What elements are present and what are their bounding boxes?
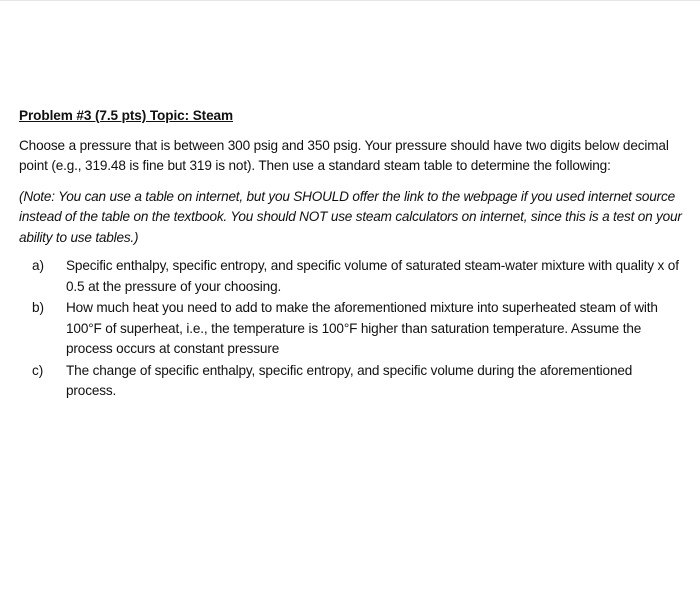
- note-paragraph: (Note: You can use a table on internet, but you SHOULD offer the link to the webpage if you used internet source instead of the table on the textbook. You should NOT use steam calculators on internet, since this is a test on your ability to use tables.): [19, 188, 682, 245]
- list-marker: a): [32, 258, 45, 273]
- problem-heading: Problem #3 (7.5 pts) Topic: Steam: [19, 108, 234, 123]
- top-border: [0, 0, 700, 1]
- list-marker: c): [32, 362, 44, 378]
- question-list: [19, 256, 691, 402]
- list-marker: b): [32, 300, 45, 315]
- list-item-text: Specific enthalpy, specific entropy, and specific volume of saturated steam-water mixture with quality x of 0.5 at the pressure of your choosing.: [66, 258, 679, 294]
- problem-document: [19, 106, 691, 403]
- list-item-b: [19, 298, 691, 360]
- list-item-a: [19, 256, 691, 297]
- intro-paragraph: Choose a pressure that is between 300 psig and 350 psig. Your pressure should have two digits below decimal point (e.g., 319.48 is fine but 319 is not). Then use a standard steam table to determine the following:: [19, 137, 669, 173]
- list-item-text: The change of specific enthalpy, specific entropy, and specific volume during the aforementioned process.: [66, 362, 633, 398]
- list-item-text: How much heat you need to add to make the aforementioned mixture into superheated steam of with 100°F of superheat, i.e., the temperature is 100°F higher than saturation temperature. Assume the process occurs at constant pressure: [66, 300, 658, 356]
- list-item-c: [19, 361, 691, 402]
